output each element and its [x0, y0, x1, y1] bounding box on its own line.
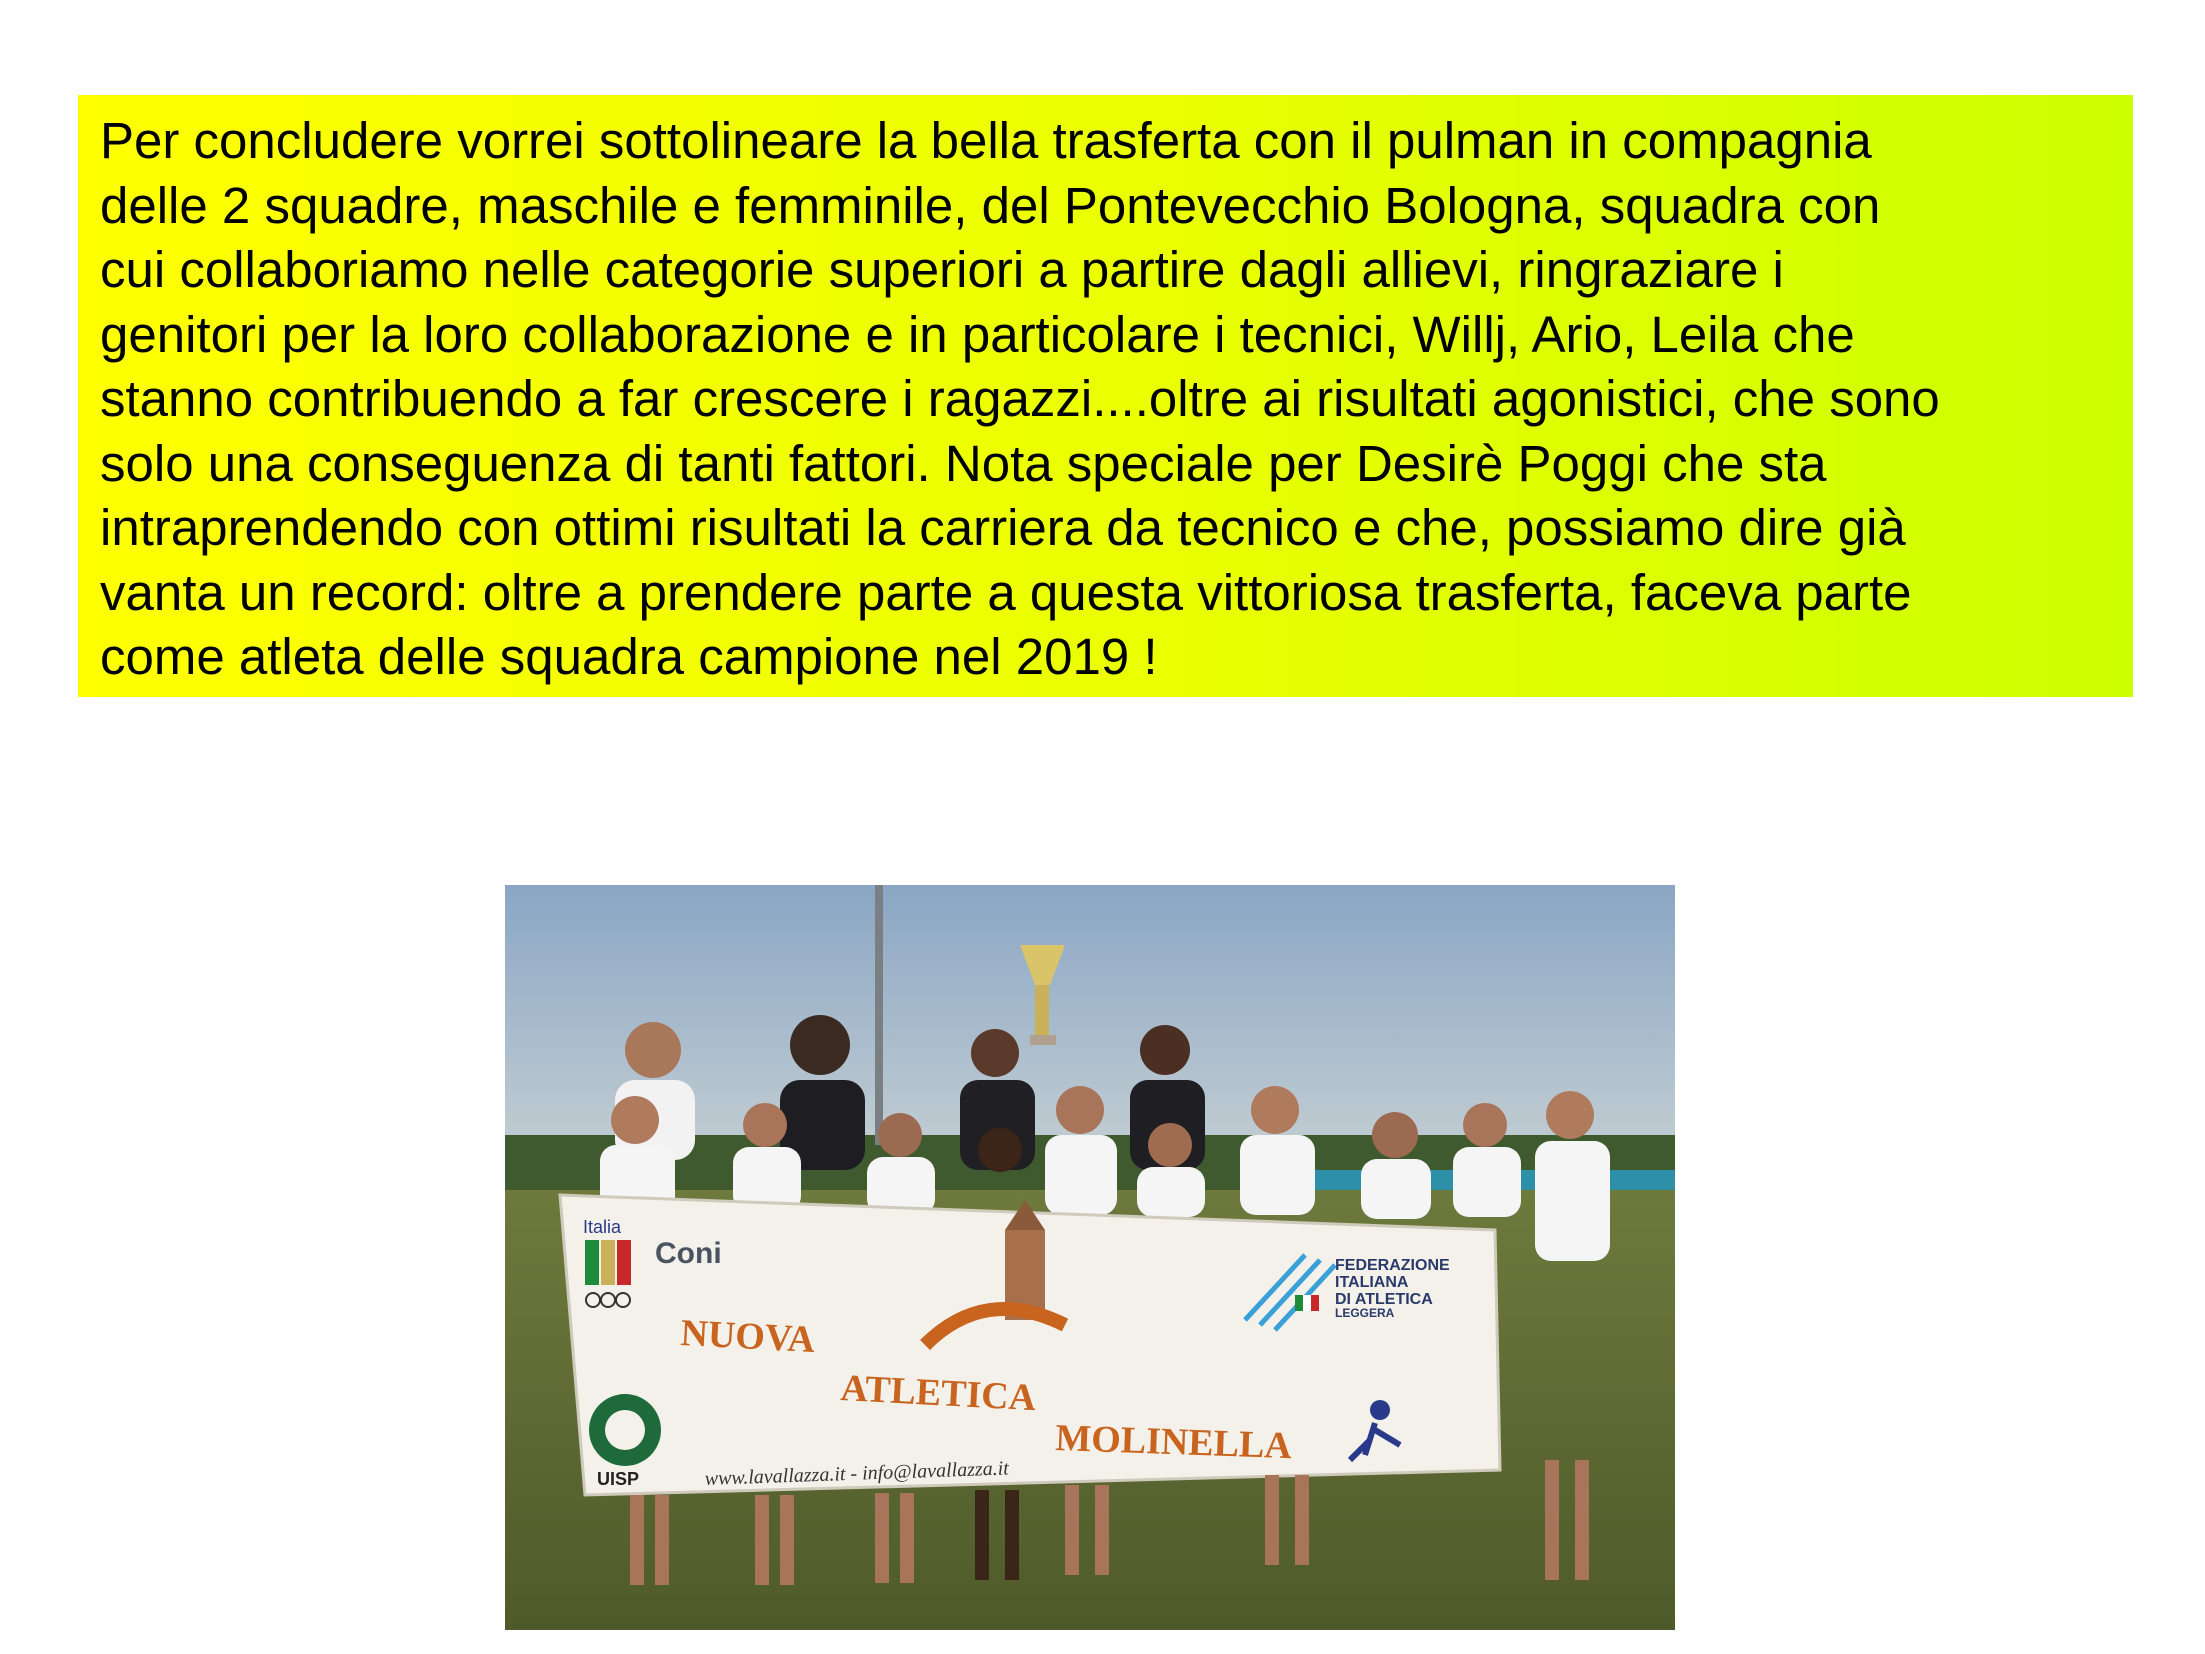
svg-text:Italia: Italia: [583, 1217, 622, 1237]
paragraph-line: stanno contribuendo a far crescere i ragazzi....oltre ai risultati agonistici, che sono: [100, 370, 1940, 427]
svg-text:ITALIANA: ITALIANA: [1335, 1274, 1409, 1291]
banner-website: www.lavallazza.it - info@lavallazza.it: [704, 1457, 1010, 1490]
svg-text:LEGGERA: LEGGERA: [1335, 1306, 1395, 1320]
svg-text:FEDERAZIONE: FEDERAZIONE: [1335, 1257, 1450, 1274]
paragraph-line: vanta un record: oltre a prendere parte a questa vittoriosa trasferta, faceva parte: [100, 563, 1912, 621]
banner-line-3: MOLINELLA: [1054, 1417, 1293, 1468]
paragraph-line: cui collaboriamo nelle categorie superiori a partire dagli allievi, ringraziare i: [100, 241, 1784, 298]
paragraph-line: Per concludere vorrei sottolineare la bella trasferta con il pulman in compagnia: [100, 112, 1872, 169]
svg-text:DI ATLETICA: DI ATLETICA: [1335, 1291, 1433, 1308]
paragraph-line: intraprendendo con ottimi risultati la carriera da tecnico e che, possiamo dire già: [100, 499, 1906, 556]
svg-text:UISP: UISP: [597, 1469, 640, 1489]
banner-line-1: NUOVA: [679, 1312, 816, 1362]
paragraph-line: delle 2 squadre, maschile e femminile, del Pontevecchio Bologna, squadra con: [100, 176, 1881, 234]
paragraph-line: genitori per la loro collaborazione e in particolare i tecnici, Willj, Ario, Leila che: [100, 305, 1855, 363]
paragraph-line: solo una conseguenza di tanti fattori. Nota speciale per Desirè Poggi che sta: [100, 434, 1827, 492]
banner-line-2: ATLETICA: [839, 1367, 1038, 1420]
text-panel: [78, 95, 2133, 697]
paragraph-line: come atleta delle squadra campione nel 2019 !: [100, 628, 1158, 685]
svg-text:Coni: Coni: [655, 1237, 722, 1270]
light-pole: [875, 885, 883, 1145]
team-photo: [505, 885, 1675, 1630]
